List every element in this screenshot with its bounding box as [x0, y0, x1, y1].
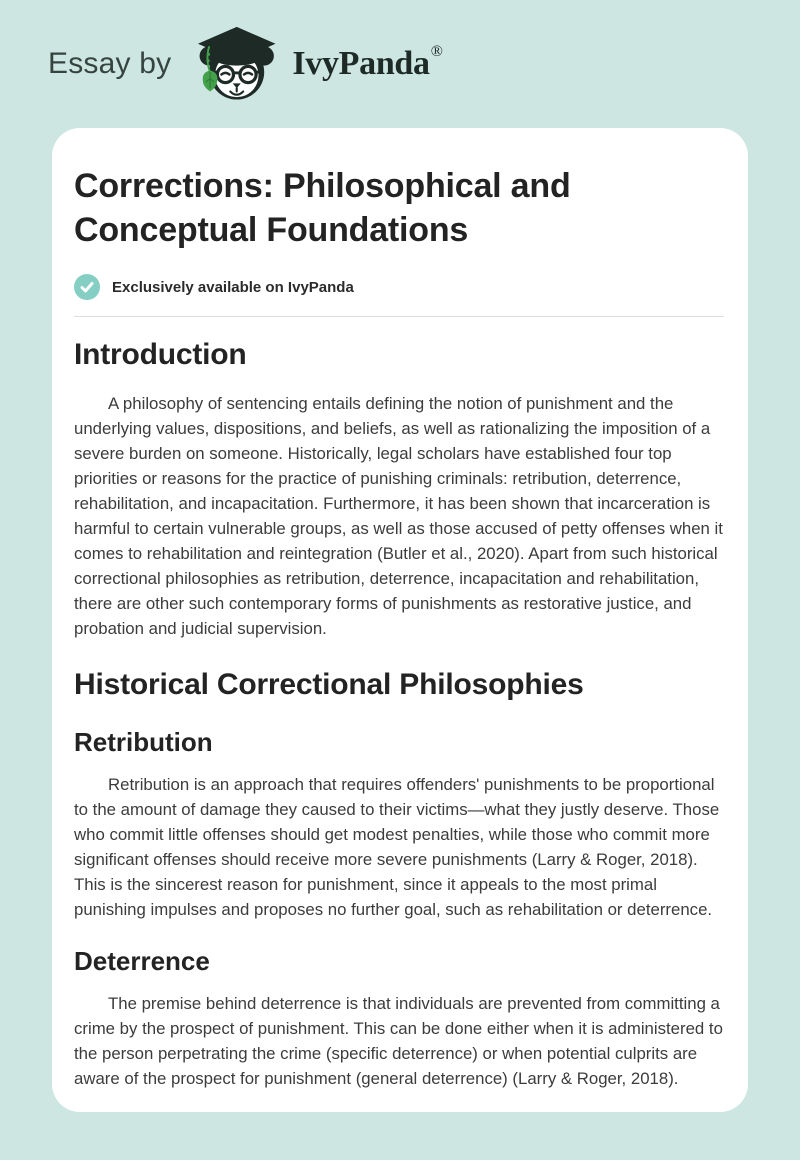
paragraph-deterrence: The premise behind deterrence is that individuals are prevented from committing a crime by the prospect of punishment. This can be done either when it is administered to the person perpetrating the crime (specific deterrence) or when potential culprits are aware of the prospect for punishment (general deterrence) (Larry & Roger, 2018).: [74, 994, 723, 1088]
panda-graduate-icon: [185, 22, 282, 106]
divider: [74, 316, 724, 317]
section-heading-introduction: Introduction: [74, 338, 247, 371]
brand-name: IvyPanda: [292, 45, 430, 82]
sub-heading-deterrence: Deterrence: [74, 946, 210, 976]
sub-heading-retribution: Retribution: [74, 727, 213, 757]
page-title: Corrections: Philosophical and Conceptual Foundations: [74, 167, 571, 249]
paragraph-retribution: Retribution is an approach that requires offenders' punishments to be proportional to the amount of damage they caused to their victims—what they justly deserve. Those who commit little offenses should get modest penalties, while those who commit more significant offenses should receive more severe punishments (Larry & Roger, 2018). This is the sincerest reason for punishment, since it appeals to the most primal punishing impulses and proposes no further goal, such as rehabilitation or deterrence.: [74, 775, 720, 919]
essay-by-label: Essay by: [48, 47, 172, 80]
check-icon: [74, 274, 100, 300]
exclusive-badge-label: Exclusively available on IvyPanda: [112, 278, 354, 296]
paragraph-introduction: A philosophy of sentencing entails defining the notion of punishment and the underlying values, dispositions, and beliefs, as well as rationalizing the imposition of a severe burden on someone. Historically, legal scholars have established four top priorities or reasons for the practice of punishing criminals: retribution, deterrence, rehabilitation, and incapacitation. Furthermore, it has been shown that incarceration is harmful to certain vulnerable groups, as well as those accused of petty offenses when it comes to rehabilitation and reintegration (Butler et al., 2020). Apart from such historical correctional philosophies as retribution, deterrence, incapacitation and rehabilitation, there are other such contemporary forms of punishments as restorative justice, and probation and judicial supervision.: [74, 394, 723, 638]
site-header: [0, 0, 800, 128]
ivypanda-panda-logo-icon: [185, 22, 282, 106]
essay-card: [52, 128, 748, 1112]
exclusive-badge: [74, 274, 724, 300]
section-heading-historical-philosophies: Historical Correctional Philosophies: [74, 668, 584, 701]
registered-trademark-mark: ®: [430, 43, 443, 60]
